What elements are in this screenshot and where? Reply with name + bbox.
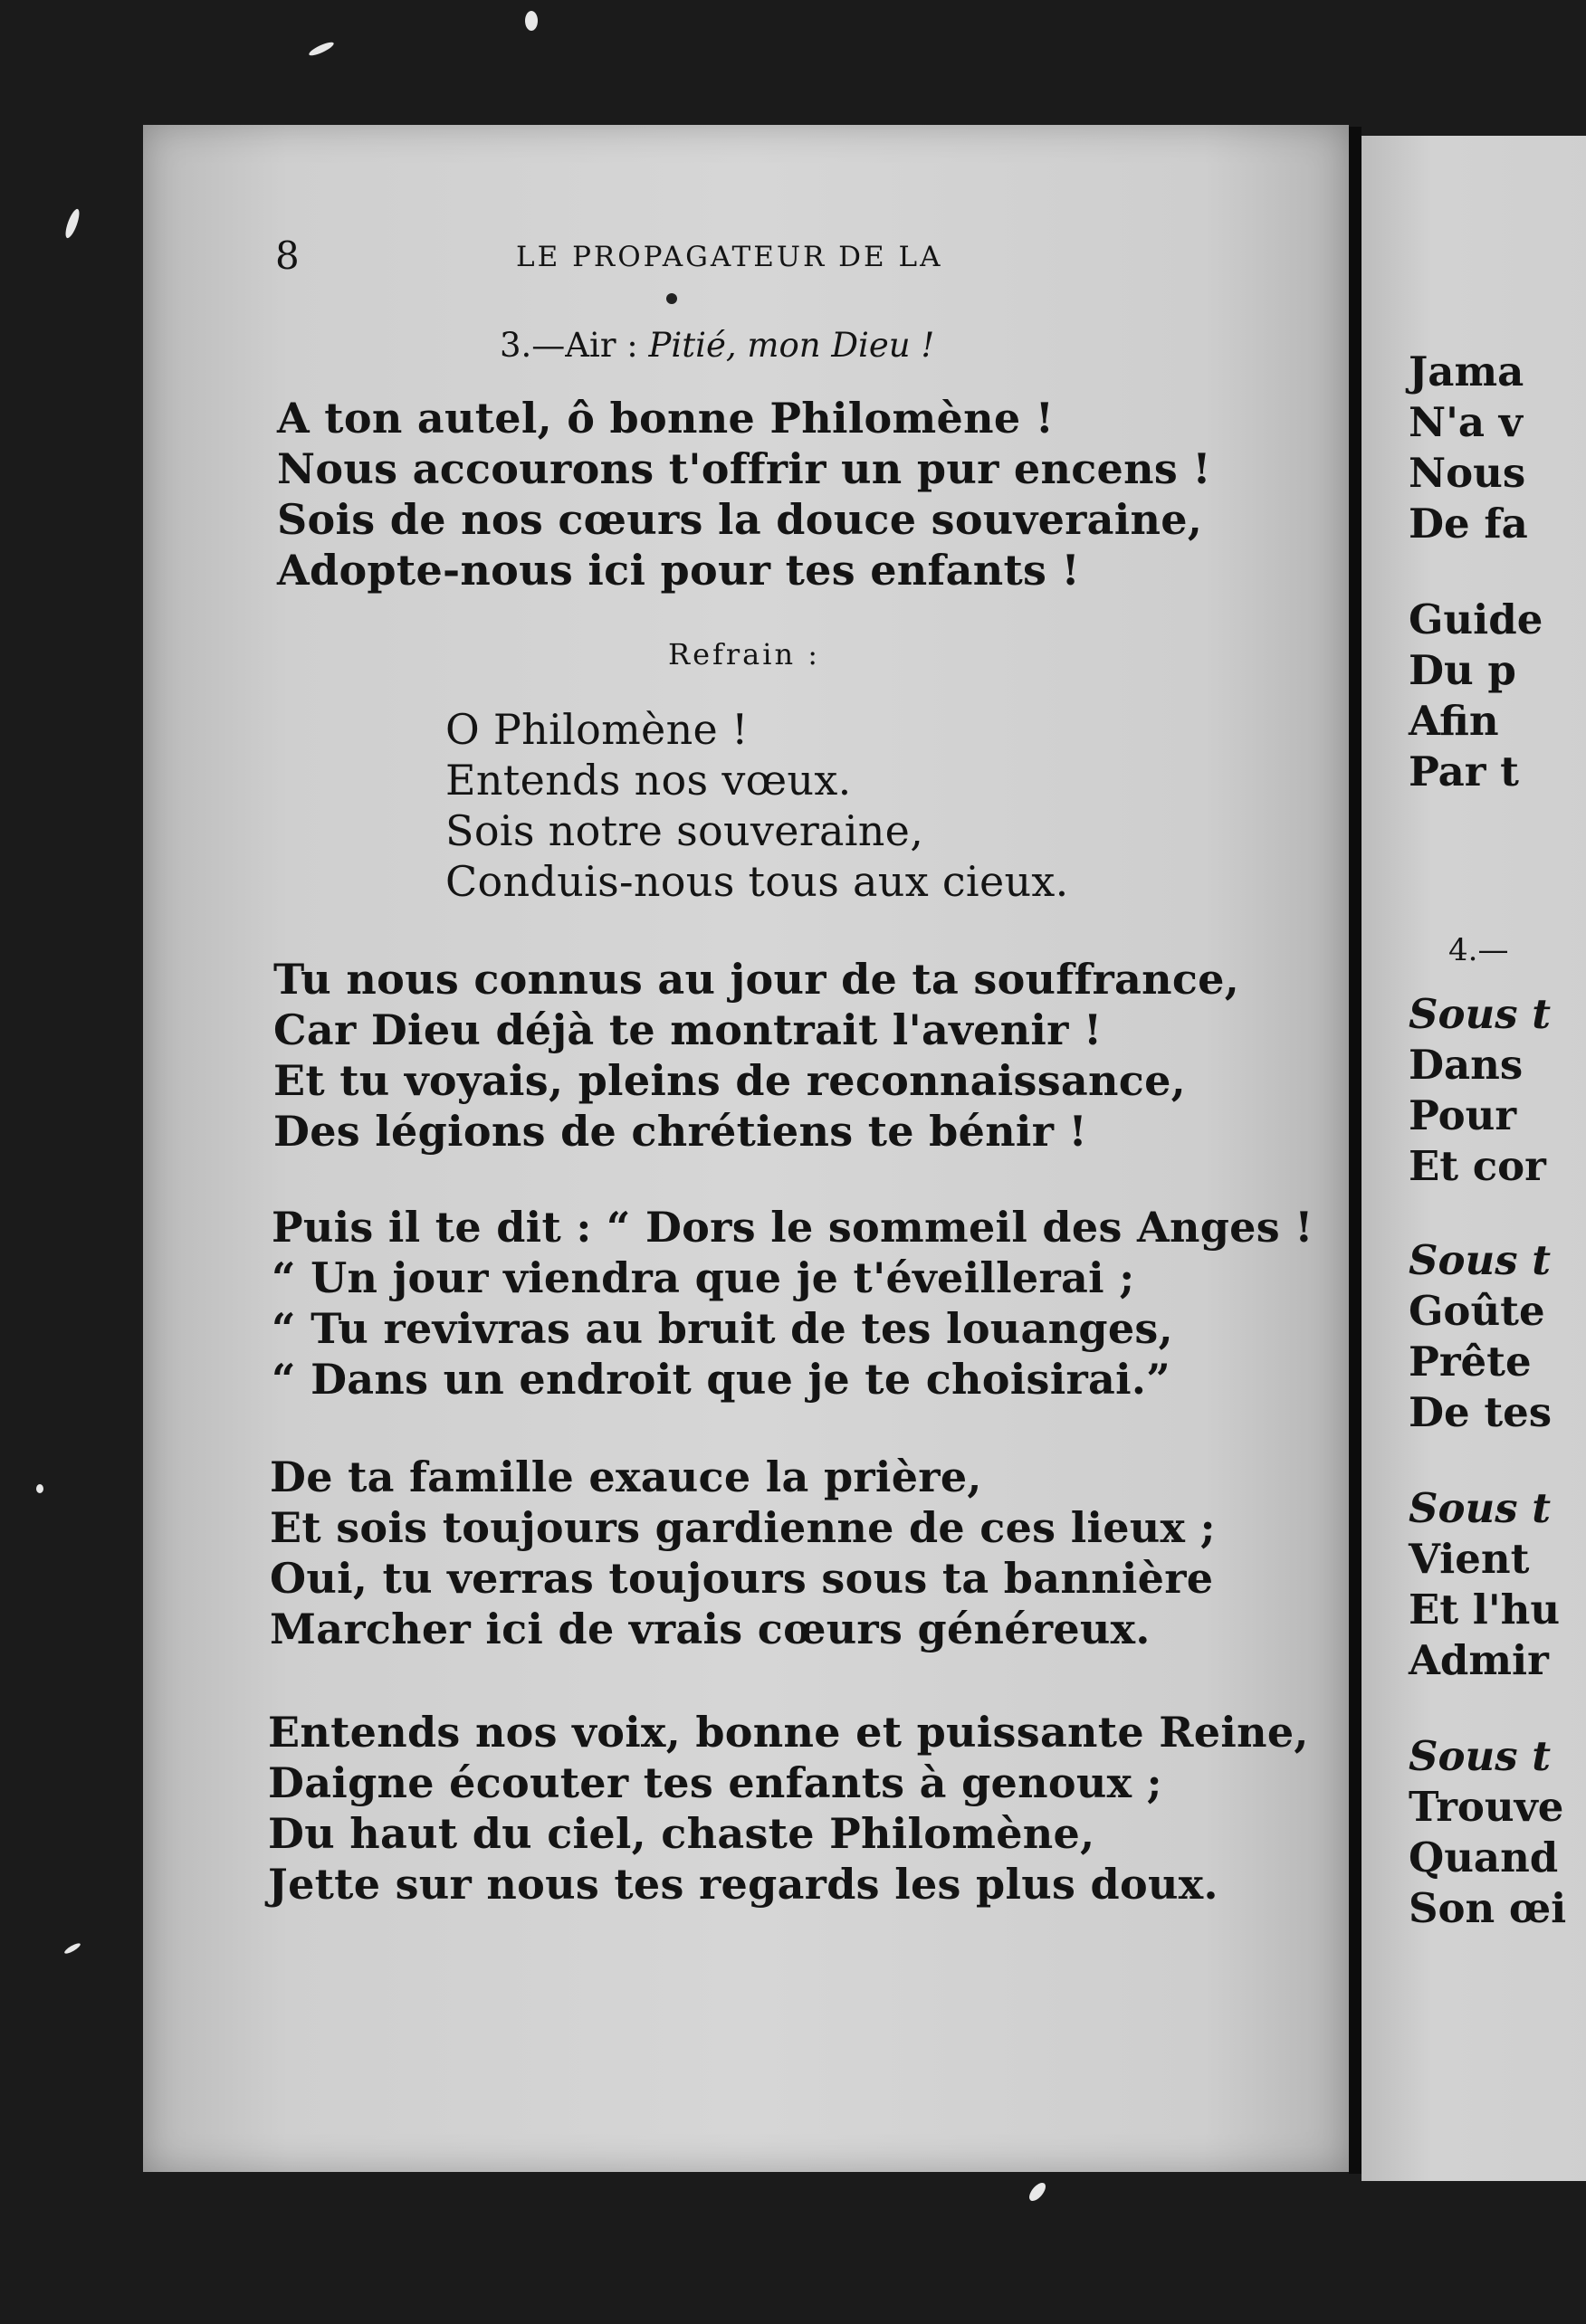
dust-speck xyxy=(525,11,538,31)
right-line: Pour xyxy=(1409,1091,1517,1139)
verse-line: “ Un jour viendra que je t'éveillerai ; xyxy=(272,1253,1135,1302)
right-line: Sous t xyxy=(1409,1732,1552,1780)
left-page xyxy=(143,125,1349,2172)
verse-line: Et tu voyais, pleins de reconnaissance, xyxy=(273,1056,1186,1105)
refrain-label: Refrain : xyxy=(668,637,821,671)
verse-line: Des légions de chrétiens te bénir ! xyxy=(273,1107,1088,1156)
right-line: De fa xyxy=(1409,500,1528,548)
right-line: Trouve xyxy=(1409,1783,1564,1831)
right-line: Sous t xyxy=(1409,1484,1552,1532)
verse-line: Marcher ici de vrais cœurs généreux. xyxy=(270,1605,1151,1653)
right-song-number: 4.— xyxy=(1448,932,1509,968)
stanza-2 xyxy=(273,954,1239,1157)
verse-line: De ta famille exauce la prière, xyxy=(270,1452,982,1501)
right-line: Afin xyxy=(1409,697,1499,745)
right-line: Admir xyxy=(1409,1636,1549,1684)
right-page xyxy=(1361,136,1586,2181)
verse-line: “ Dans un endroit que je te choisirai.” xyxy=(272,1355,1170,1404)
right-line: Dans xyxy=(1409,1041,1524,1089)
page-number: 8 xyxy=(275,233,300,278)
right-line: Son œi xyxy=(1409,1884,1567,1932)
dust-speck xyxy=(63,1941,81,1955)
verse-line: Puis il te dit : “ Dors le sommeil des Anges ! xyxy=(272,1203,1314,1252)
refrain-line: O Philomène ! xyxy=(445,705,749,754)
right-line: Sous t xyxy=(1409,1236,1552,1284)
right-line: Jama xyxy=(1409,348,1524,395)
verse-line: Jette sur nous tes regards les plus doux. xyxy=(268,1860,1218,1909)
verse-line: Tu nous connus au jour de ta souffrance, xyxy=(273,955,1240,1004)
song-heading-prefix: 3.—Air : xyxy=(500,326,649,365)
right-line: De tes xyxy=(1409,1388,1553,1436)
verse-line: Sois de nos cœurs la douce souveraine, xyxy=(277,495,1203,544)
right-line: Et cor xyxy=(1409,1142,1546,1190)
dust-speck xyxy=(308,40,336,58)
right-line: Nous xyxy=(1409,449,1526,497)
right-line: Du p xyxy=(1409,646,1516,694)
stanza-1 xyxy=(277,393,1211,595)
dust-speck xyxy=(1027,2180,1049,2204)
right-line: Sous t xyxy=(1409,990,1552,1038)
verse-line: Nous accourons t'offrir un pur encens ! xyxy=(277,444,1211,493)
dust-speck xyxy=(62,207,81,239)
refrain-line: Sois notre souveraine, xyxy=(445,806,924,855)
verse-line: Daigne écouter tes enfants à genoux ; xyxy=(268,1758,1162,1807)
stanza-5 xyxy=(268,1707,1309,1910)
right-line: Guide xyxy=(1409,595,1543,643)
running-head: LE PROPAGATEUR DE LA xyxy=(516,241,943,273)
verse-line: A ton autel, ô bonne Philomène ! xyxy=(277,394,1055,443)
right-line: Prête xyxy=(1409,1338,1532,1386)
song-heading xyxy=(500,326,934,365)
verse-line: Oui, tu verras toujours sous ta bannière xyxy=(270,1554,1214,1603)
stanza-3 xyxy=(272,1202,1314,1405)
right-line: Quand xyxy=(1409,1833,1559,1881)
verse-line: Entends nos voix, bonne et puissante Reine, xyxy=(268,1708,1309,1757)
ornament-dot xyxy=(666,293,677,304)
verse-line: Du haut du ciel, chaste Philomène, xyxy=(268,1809,1095,1858)
right-line: Par t xyxy=(1409,748,1519,795)
right-line: N'a v xyxy=(1409,398,1523,446)
verse-line: Adopte-nous ici pour tes enfants ! xyxy=(277,546,1081,595)
verse-line: “ Tu revivras au bruit de tes louanges, xyxy=(272,1304,1173,1353)
right-line: Goûte xyxy=(1409,1287,1545,1335)
verse-line: Et sois toujours gardienne de ces lieux ; xyxy=(270,1503,1216,1552)
verse-line: Car Dieu déjà te montrait l'avenir ! xyxy=(273,1005,1103,1054)
right-line: Vient xyxy=(1409,1535,1530,1583)
refrain-line: Entends nos vœux. xyxy=(445,756,852,805)
song-heading-title: Pitié, mon Dieu ! xyxy=(648,326,935,365)
right-line: Et l'hu xyxy=(1409,1586,1561,1633)
refrain-line: Conduis-nous tous aux cieux. xyxy=(445,857,1069,906)
book-gutter xyxy=(1349,127,1361,2174)
refrain xyxy=(445,704,1069,907)
stanza-4 xyxy=(270,1452,1216,1654)
dust-speck xyxy=(36,1484,43,1493)
